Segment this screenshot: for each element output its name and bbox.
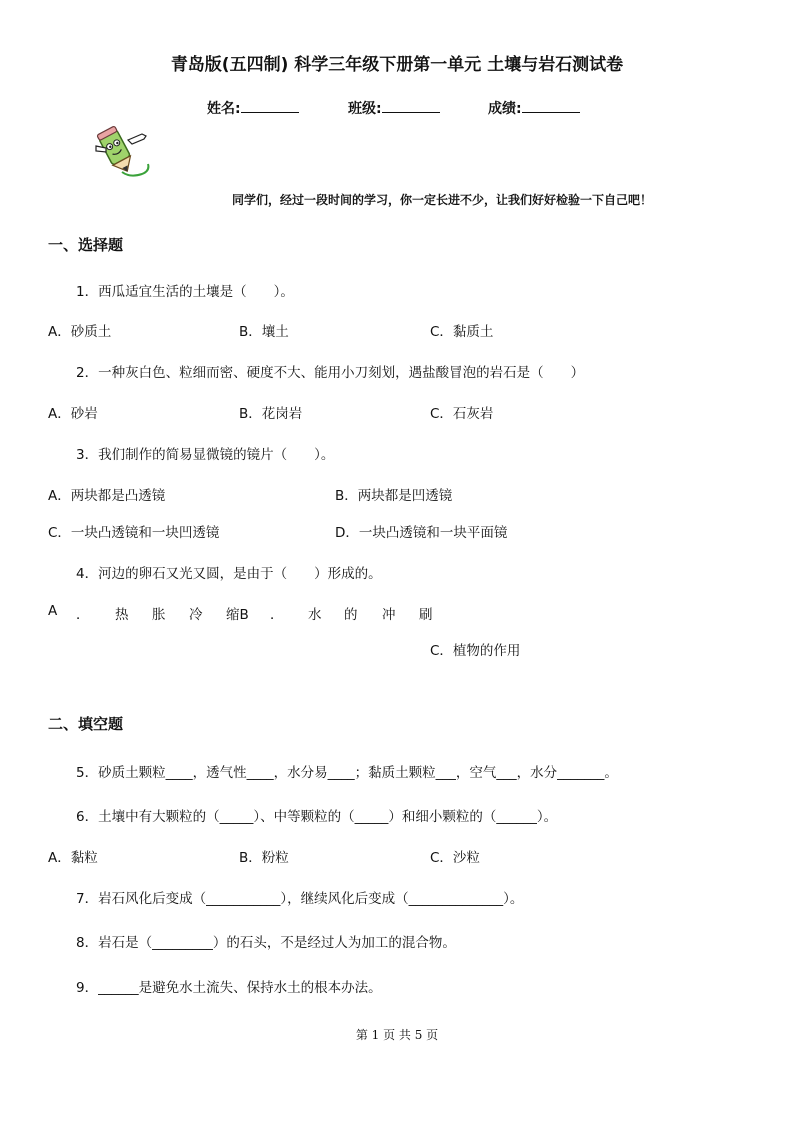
q4-char: 水 [308, 607, 322, 623]
q6-option-c[interactable]: C．沙粒 [430, 850, 480, 866]
score-blank[interactable] [522, 100, 580, 113]
q1-option-c[interactable]: C．黏质土 [430, 324, 494, 340]
q4-char: 的 [344, 607, 358, 623]
q2-option-b[interactable]: B．花岗岩 [239, 406, 303, 422]
name-field[interactable] [207, 98, 299, 118]
q4-char: 热 [115, 607, 129, 623]
q3-option-b[interactable]: B．两块都是凹透镜 [335, 488, 453, 504]
class-field[interactable] [348, 98, 440, 118]
question-6: 6．土壤中有大颗粒的（_____）、中等颗粒的（_____）和细小颗粒的（______）。 [76, 809, 558, 825]
question-9: 9．______是避免水土流失、保持水土的根本办法。 [76, 980, 382, 996]
q4-char: 冲 [382, 607, 396, 623]
encouragement-text: 同学们，经过一段时间的学习，你一定长进不少，让我们好好检验一下自己吧！ [231, 193, 652, 207]
question-8: 8．岩石是（_________）的石头，不是经过人为加工的混合物。 [76, 935, 456, 951]
q6-option-a[interactable]: A．黏粒 [48, 850, 98, 866]
q4-dot: ． [270, 607, 284, 623]
q4-char: 冷 [189, 607, 203, 623]
q1-option-a[interactable]: A．砂质土 [48, 324, 112, 340]
question-3: 3．我们制作的简易显微镜的镜片（ ）。 [76, 447, 335, 463]
pencil-mascot-icon [92, 124, 152, 180]
question-5: 5．砂质土颗粒____，透气性____，水分易____；黏质土颗粒___，空气___，水分_______。 [76, 765, 618, 781]
q1-option-b[interactable]: B．壤土 [239, 324, 289, 340]
q4-char: 刷 [419, 607, 433, 623]
question-1: 1．西瓜适宜生活的土壤是（ ）。 [76, 284, 294, 300]
score-label: 成绩: [488, 101, 522, 117]
q6-option-b[interactable]: B．粉粒 [239, 850, 289, 866]
section-heading-fill: 二、填空题 [48, 715, 124, 733]
q3-option-a[interactable]: A．两块都是凸透镜 [48, 488, 166, 504]
q4-dot: ． [76, 607, 90, 623]
q4-letter-a: A [48, 603, 58, 619]
q4-option-c[interactable]: C．植物的作用 [430, 643, 521, 659]
page-footer: 第 1 页 共 5 页 [355, 1028, 439, 1042]
question-2: 2．一种灰白色、粒细而密、硬度不大、能用小刀刻划，遇盐酸冒泡的岩石是（ ） [76, 365, 585, 381]
question-4: 4．河边的卵石又光又圆，是由于（ ）形成的。 [76, 566, 382, 582]
class-blank[interactable] [382, 100, 440, 113]
q4-char: 胀 [152, 607, 166, 623]
class-label: 班级: [348, 101, 382, 117]
q4-char: 缩B [226, 607, 249, 623]
section-heading-choice: 一、选择题 [48, 236, 124, 254]
q3-option-d[interactable]: D．一块凸透镜和一块平面镜 [335, 525, 508, 541]
page-title: 青岛版(五四制) 科学三年级下册第一单元 土壤与岩石测试卷 [170, 55, 624, 75]
score-field[interactable] [488, 98, 580, 118]
question-7: 7．岩石风化后变成（___________），继续风化后变成（______________）。 [76, 891, 524, 907]
q2-option-c[interactable]: C．石灰岩 [430, 406, 494, 422]
q3-option-c[interactable]: C．一块凸透镜和一块凹透镜 [48, 525, 220, 541]
name-blank[interactable] [241, 100, 299, 113]
name-label: 姓名: [207, 101, 241, 117]
q2-option-a[interactable]: A．砂岩 [48, 406, 98, 422]
